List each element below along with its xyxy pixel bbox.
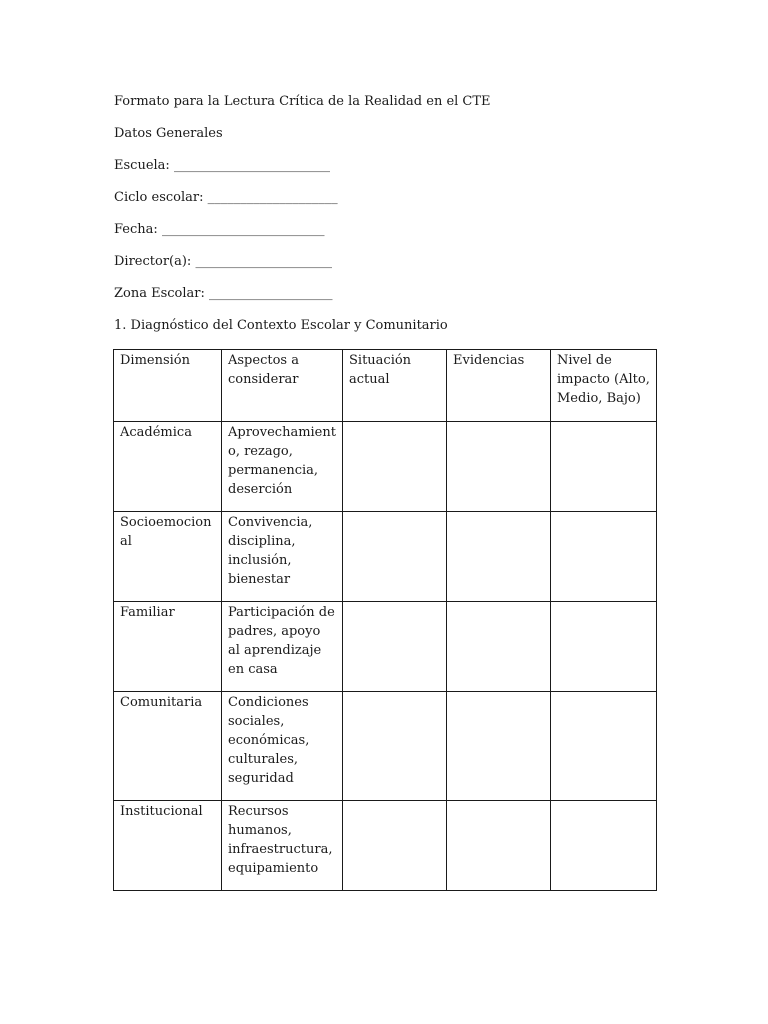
header-impact: Nivel de impacto (Alto, Medio, Bajo) bbox=[551, 350, 657, 422]
field-blank: ___________________ bbox=[209, 286, 333, 301]
cell-impact bbox=[551, 512, 657, 602]
cell-impact bbox=[551, 692, 657, 801]
field-date bbox=[114, 221, 324, 239]
cell-dimension: Institucional bbox=[114, 801, 222, 891]
cell-impact bbox=[551, 422, 657, 512]
cell-impact bbox=[551, 801, 657, 891]
field-label: Zona Escolar: bbox=[114, 286, 205, 301]
header-dimension: Dimensión bbox=[114, 350, 222, 422]
table-row bbox=[114, 602, 657, 692]
table-row bbox=[114, 512, 657, 602]
cell-dimension: Socioemocional bbox=[114, 512, 222, 602]
cell-situation bbox=[343, 602, 447, 692]
field-school bbox=[114, 157, 330, 175]
field-label: Fecha: bbox=[114, 222, 158, 237]
cell-aspects: Aprovechamiento, rezago, permanencia, deserción bbox=[222, 422, 343, 512]
table-header-row bbox=[114, 350, 657, 422]
field-school-zone bbox=[114, 285, 333, 303]
field-director bbox=[114, 253, 332, 271]
cell-dimension: Comunitaria bbox=[114, 692, 222, 801]
cell-aspects: Condiciones sociales, económicas, culturales, seguridad bbox=[222, 692, 343, 801]
cell-situation bbox=[343, 422, 447, 512]
cell-impact bbox=[551, 602, 657, 692]
field-blank: ________________________ bbox=[173, 158, 330, 173]
cell-situation bbox=[343, 512, 447, 602]
cell-dimension: Familiar bbox=[114, 602, 222, 692]
diagnostic-table bbox=[113, 349, 657, 891]
field-blank: _____________________ bbox=[195, 254, 332, 269]
field-label: Director(a): bbox=[114, 254, 192, 269]
section-heading-diagnostic: 1. Diagnóstico del Contexto Escolar y Comunitario bbox=[114, 318, 448, 333]
cell-evidence bbox=[447, 602, 551, 692]
table-row bbox=[114, 801, 657, 891]
cell-situation bbox=[343, 692, 447, 801]
field-label: Ciclo escolar: bbox=[114, 190, 204, 205]
cell-aspects: Recursos humanos, infraestructura, equipamiento bbox=[222, 801, 343, 891]
header-situation: Situación actual bbox=[343, 350, 447, 422]
table-row bbox=[114, 422, 657, 512]
cell-aspects: Convivencia, disciplina, inclusión, bienestar bbox=[222, 512, 343, 602]
cell-aspects: Participación de padres, apoyo al aprendizaje en casa bbox=[222, 602, 343, 692]
cell-evidence bbox=[447, 512, 551, 602]
cell-dimension: Académica bbox=[114, 422, 222, 512]
document-title: Formato para la Lectura Crítica de la Realidad en el CTE bbox=[114, 94, 491, 109]
cell-evidence bbox=[447, 422, 551, 512]
header-evidence: Evidencias bbox=[447, 350, 551, 422]
field-blank: ____________________ bbox=[207, 190, 338, 205]
section-heading-general: Datos Generales bbox=[114, 126, 223, 141]
cell-evidence bbox=[447, 801, 551, 891]
field-school-year bbox=[114, 189, 338, 207]
field-blank: _________________________ bbox=[161, 222, 325, 237]
cell-situation bbox=[343, 801, 447, 891]
table-row bbox=[114, 692, 657, 801]
field-label: Escuela: bbox=[114, 158, 170, 173]
cell-evidence bbox=[447, 692, 551, 801]
header-aspects: Aspectos a considerar bbox=[222, 350, 343, 422]
